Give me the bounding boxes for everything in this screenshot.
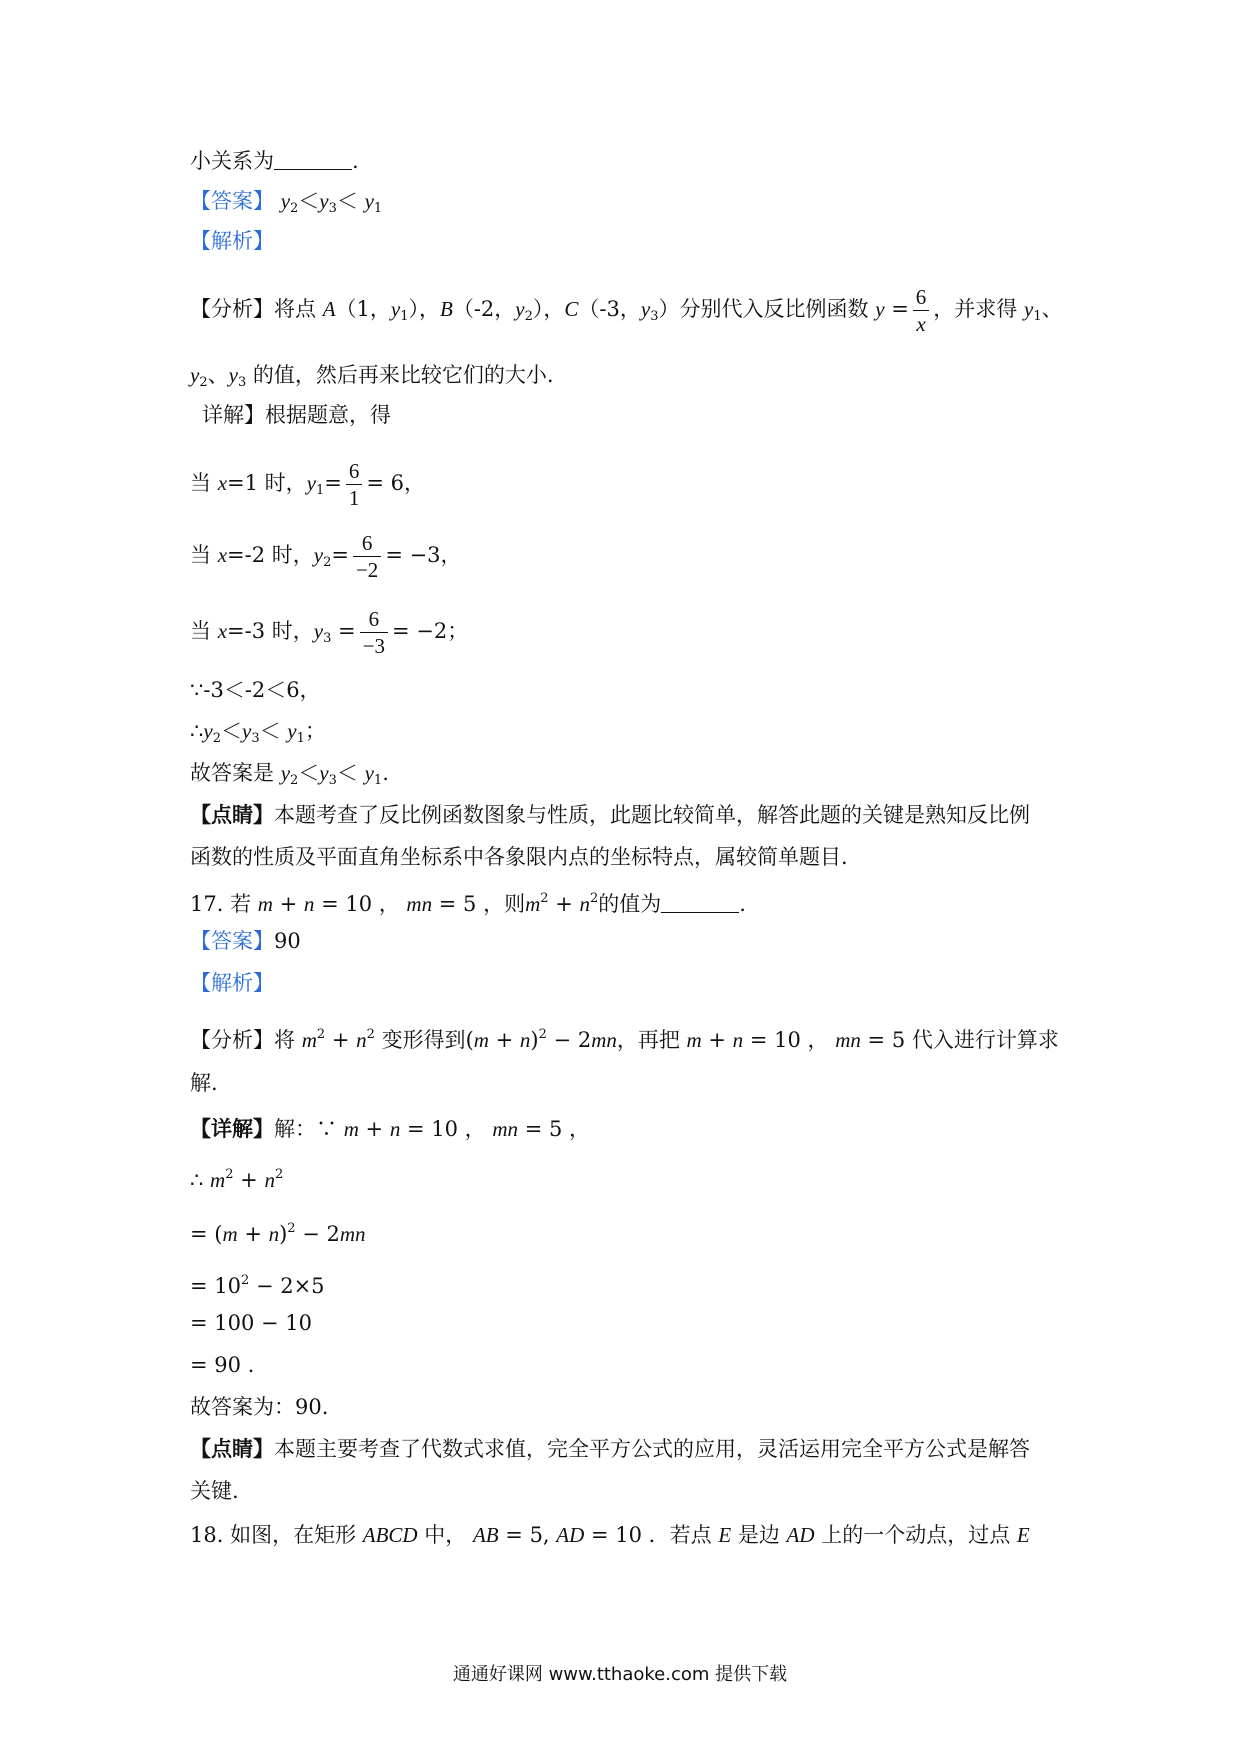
fenxi-line-2: $y_2$、$y_3$ 的值，然后再来比较它们的大小. bbox=[190, 363, 554, 390]
q17-step-1: ∴ $m^2 + n^2$ bbox=[190, 1167, 284, 1192]
continuation-line: 小关系为 . bbox=[190, 149, 359, 173]
q17-step-2: = $(m + n)^2 - 2mn$ bbox=[190, 1221, 366, 1246]
page-footer: 通通好课网 www.tthaoke.com 提供下载 bbox=[452, 1664, 788, 1685]
q17-dianjing-2: 关键. bbox=[190, 1479, 239, 1503]
because-line: ∵-3＜-2＜6， bbox=[190, 678, 321, 702]
q17-fenxi-1: 【分析】将 $m^2 + n^2$ 变形得到$(m + n)^2 - 2mn$，再把 m + n = 10 ， mn = 5 代入进行计算求 bbox=[190, 1027, 1059, 1052]
fenxi-line-1: 【分析】将点 A（1，$y_1$），B（-2，$y_2$），C（-3，$y_3$）分别代入反比例函数 y = $\frac{6}{x}$ ，并求得 $y_1$、 bbox=[190, 285, 1063, 336]
fraction-6-over-x: $\frac{6}{x}$ bbox=[913, 284, 930, 337]
q18-stem: 18. 如图，在矩形 ABCD 中， AB = 5, AD = 10 ．若点 E 是边 AD 上的一个动点，过点 E bbox=[190, 1523, 1030, 1547]
q17-analysis-tag: 【解析】 bbox=[190, 971, 274, 995]
dianjing-line-1: 【点睛】本题考查了反比例函数图象与性质，此题比较简单，解答此题的关键是熟知反比例 bbox=[190, 802, 1030, 827]
answer-line: 【答案】 $y_2<y_3< y_1$ bbox=[190, 189, 383, 216]
answer-blank bbox=[661, 892, 739, 913]
calc-line-3: 当 x=-3 时，$y_3$ = $\frac{6}{-3}$ = −2； bbox=[190, 607, 469, 658]
q17-step-5: = 90 . bbox=[190, 1353, 255, 1377]
answer-blank bbox=[274, 149, 352, 170]
answer-tag: 【答案】 bbox=[190, 189, 274, 213]
dianjing-line-2: 函数的性质及平面直角坐标系中各象限内点的坐标特点，属较简单题目. bbox=[190, 845, 848, 869]
calc-line-2: 当 x=-2 时，$y_2=$ $\frac{6}{-2}$ = −3， bbox=[190, 531, 462, 582]
q17-xiangjie: 【详解】解：∵ m + n = 10 ， mn = 5 ， bbox=[190, 1116, 590, 1141]
q17-final: 故答案为：90. bbox=[190, 1395, 329, 1419]
q17-dianjing-1: 【点睛】本题主要考查了代数式求值，完全平方公式的应用，灵活运用完全平方公式是解答 bbox=[190, 1436, 1030, 1461]
xiangjie-line: 详解】根据题意，得 bbox=[202, 403, 391, 427]
calc-line-1: 当 x=1 时，$y_1=$ $\frac{6}{1}$ = 6， bbox=[190, 459, 426, 510]
q17-fenxi-2: 解. bbox=[190, 1071, 218, 1095]
q17-answer: 【答案】90 bbox=[190, 929, 301, 953]
final-line: 故答案是 $y_2<y_3< y_1$. bbox=[190, 761, 389, 788]
q17-stem: 17. 若 m + n = 10 ， mn = 5 ，则$m^2 + n^2$的值为 . bbox=[190, 891, 746, 916]
q17-step-3: = $10^2 - 2\times 5$ bbox=[190, 1273, 325, 1298]
q17-step-4: = 100 − 10 bbox=[190, 1311, 313, 1335]
therefore-line: $\therefore y_2<y_3< y_1$； bbox=[190, 719, 326, 746]
analysis-tag: 【解析】 bbox=[190, 229, 274, 253]
